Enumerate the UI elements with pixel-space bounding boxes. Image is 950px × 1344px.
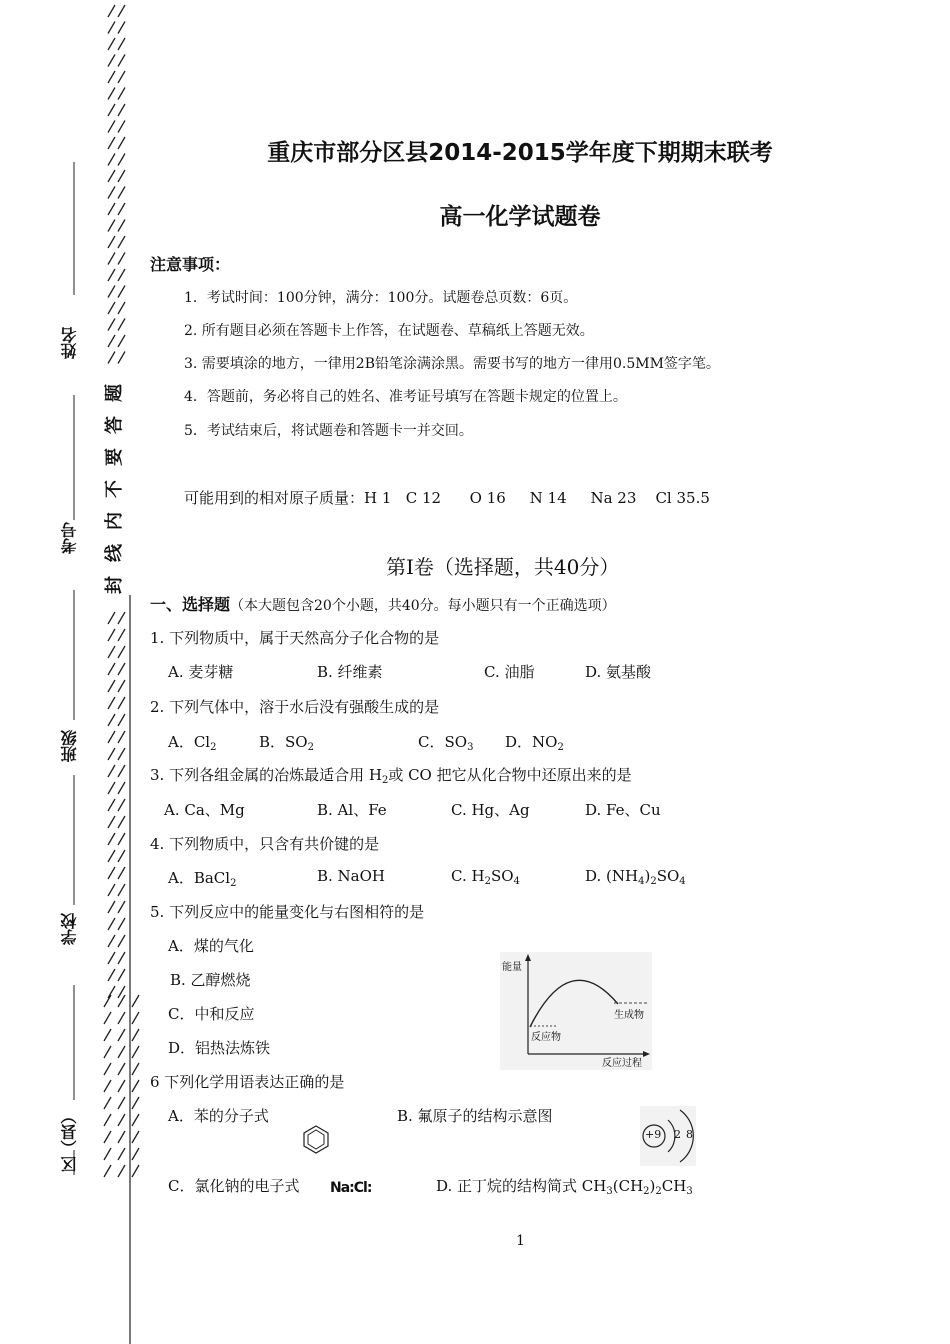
fluorine-nucleus: +9 bbox=[645, 1128, 662, 1141]
energy-xlabel: 反应过程 bbox=[602, 1058, 642, 1069]
label-school: 学校 bbox=[60, 913, 79, 945]
part-desc: （本大题包含20个小题，共40分。每小题只有一个正确选项） bbox=[230, 598, 616, 614]
q5-option-d: D．铝热法炼铁 bbox=[168, 1039, 271, 1057]
q4-option-d: D. $(NH_4)_2SO_4$ bbox=[585, 867, 686, 887]
fluorine-shell-1: 2 bbox=[674, 1128, 681, 1141]
q6-option-d: D. 正丁烷的结构简式 $CH_3(CH_2)_2CH_3$ bbox=[436, 1177, 693, 1197]
notice-heading: 注意事项： bbox=[150, 255, 231, 274]
seal-char: 不 bbox=[104, 480, 125, 498]
fluorine-shell-2: 8 bbox=[686, 1128, 693, 1141]
atomic-masses: 可能用到的相对原子质量：H 1 C 12 O 16 N 14 Na 23 Cl 35.5 bbox=[184, 489, 710, 507]
energy-reactant: 反应物 bbox=[531, 1032, 561, 1043]
label-exam-number: 考号 bbox=[60, 522, 79, 554]
q5-option-c: C．中和反应 bbox=[168, 1005, 255, 1023]
q3-option-c: C. Hg、Ag bbox=[451, 801, 530, 819]
part-label: 一、选择题 bbox=[150, 595, 231, 614]
page-number: 1 bbox=[516, 1233, 525, 1249]
nacl-electron-formula: Na:Cl: bbox=[330, 1180, 372, 1196]
q4-option-b: B. NaOH bbox=[317, 867, 386, 885]
exam-subtitle: 高一化学试题卷 bbox=[439, 204, 601, 230]
notice-item: 5．考试结束后，将试题卷和答题卡一并交回。 bbox=[184, 423, 473, 439]
q4-option-a: A．BaCl$_2$ bbox=[168, 869, 237, 889]
q5-option-a: A．煤的气化 bbox=[168, 937, 254, 955]
q2-option-d: D．$NO_2$ bbox=[505, 733, 564, 753]
benzene-icon bbox=[302, 1124, 330, 1154]
notice-item: 3. 需要填涂的地方，一律用2B铅笔涂满涂黑。需要书写的地方一律用0.5MM签字笔。 bbox=[184, 356, 720, 372]
section-title: 第I卷（选择题，共40分） bbox=[386, 555, 620, 579]
q3-option-b: B. Al、Fe bbox=[317, 801, 387, 819]
energy-ylabel: 能量 bbox=[502, 962, 522, 973]
seal-char: 封 bbox=[104, 576, 125, 594]
seal-char: 要 bbox=[104, 448, 125, 466]
seal-char: 题 bbox=[104, 384, 125, 402]
part-heading bbox=[150, 592, 616, 615]
q4-option-c: C. $H_2SO_4$ bbox=[451, 867, 520, 887]
q5-stem: 5. 下列反应中的能量变化与右图相符的是 bbox=[150, 903, 425, 921]
notice-item: 2. 所有题目必须在答题卡上作答，在试题卷、草稿纸上答题无效。 bbox=[184, 323, 594, 339]
q1-option-a: A. 麦芽糖 bbox=[168, 663, 234, 681]
q6-option-c: C．氯化钠的电子式 bbox=[168, 1177, 300, 1195]
q2-option-a: A．$Cl_2$ bbox=[168, 733, 217, 753]
q3-option-a: A. Ca、Mg bbox=[164, 801, 245, 819]
q5-option-b: B. 乙醇燃烧 bbox=[170, 971, 251, 989]
q1-option-b: B. 纤维素 bbox=[317, 663, 383, 681]
q2-stem: 2. 下列气体中，溶于水后没有强酸生成的是 bbox=[150, 698, 440, 716]
seal-char: 内 bbox=[104, 512, 125, 530]
label-class: 班级 bbox=[60, 730, 79, 762]
q6-option-a: A．苯的分子式 bbox=[168, 1107, 269, 1125]
fluorine-atom-diagram bbox=[640, 1106, 696, 1166]
q1-option-d: D. 氨基酸 bbox=[585, 663, 652, 681]
q1-stem: 1. 下列物质中，属于天然高分子化合物的是 bbox=[150, 629, 440, 647]
q3-stem: 3. 下列各组金属的冶炼最适合用 $H_2$或 CO 把它从化合物中还原出来的是 bbox=[150, 766, 632, 786]
q6-stem: 6 下列化学用语表达正确的是 bbox=[150, 1073, 345, 1091]
q1-option-c: C. 油脂 bbox=[484, 663, 535, 681]
label-district: 区（县） bbox=[60, 1108, 79, 1172]
q2-option-b: B．$SO_2$ bbox=[259, 733, 314, 753]
q2-option-c: C．$SO_3$ bbox=[418, 733, 474, 753]
seal-char: 线 bbox=[104, 544, 125, 562]
exam-title: 重庆市部分区县2014-2015学年度下期期末联考 bbox=[267, 140, 773, 166]
q3-option-d: D. Fe、Cu bbox=[585, 801, 661, 819]
q6-option-b: B. 氟原子的结构示意图 bbox=[397, 1107, 553, 1125]
notice-item: 1．考试时间：100分钟，满分：100分。试题卷总页数：6页。 bbox=[184, 290, 578, 306]
label-name: 姓名 bbox=[60, 327, 79, 359]
q4-stem: 4. 下列物质中，只含有共价键的是 bbox=[150, 835, 380, 853]
energy-diagram bbox=[500, 952, 652, 1070]
notice-item: 4．答题前，务必将自己的姓名、准考证号填写在答题卡规定的位置上。 bbox=[184, 389, 627, 405]
seal-char: 答 bbox=[104, 416, 125, 434]
energy-product: 生成物 bbox=[614, 1010, 644, 1021]
